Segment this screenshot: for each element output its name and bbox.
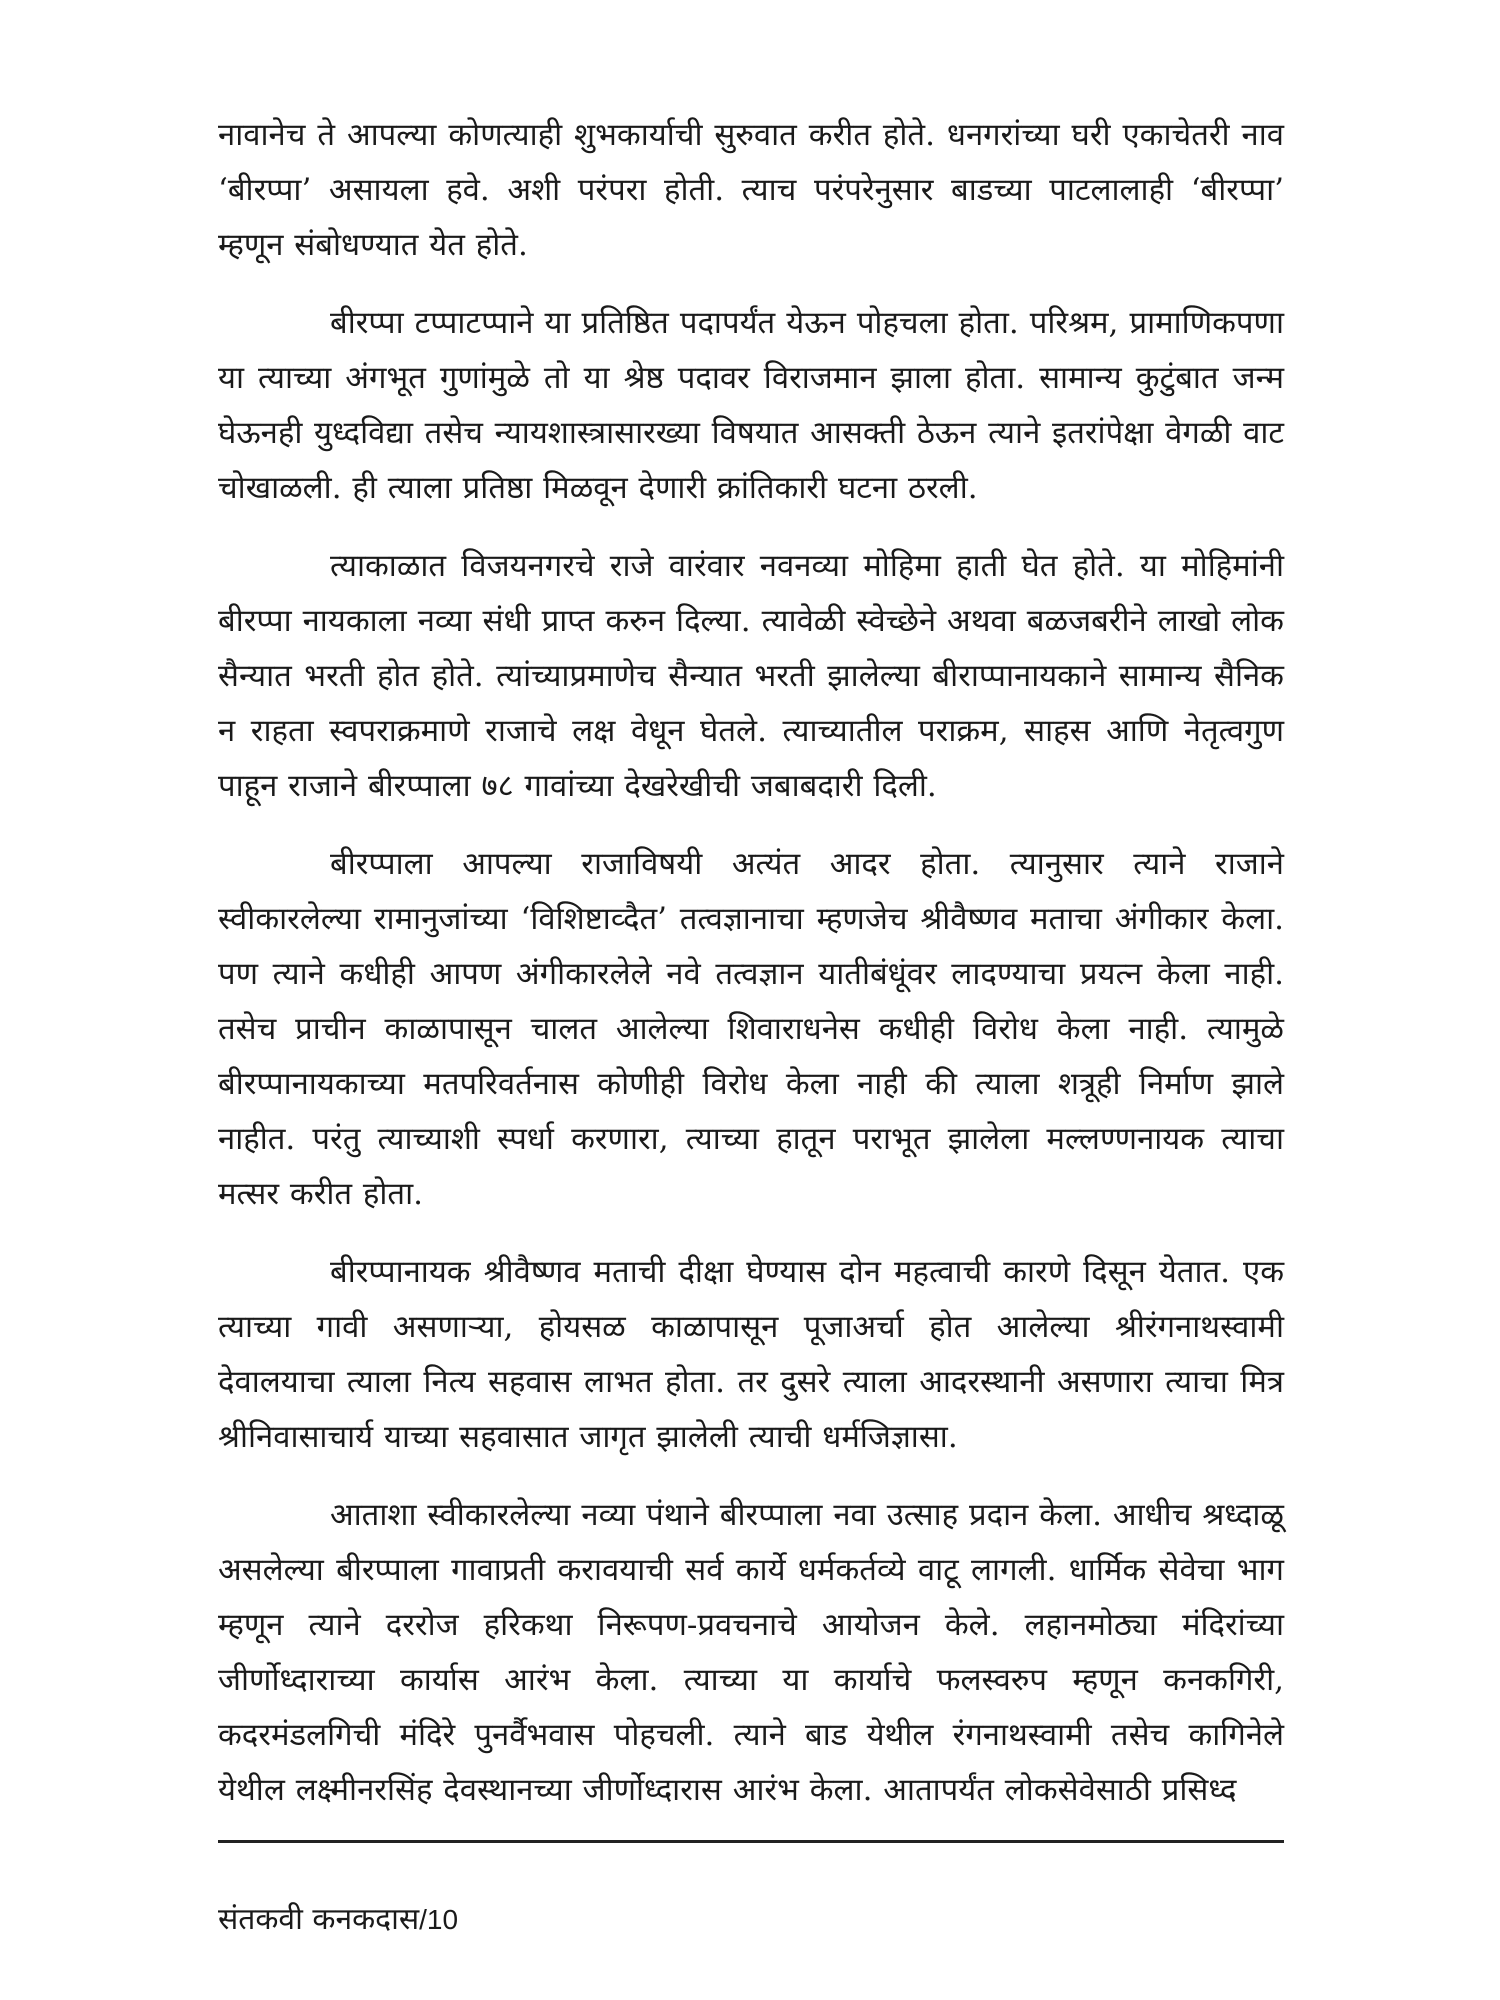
footer-book-title: संतकवी कनकदास — [218, 1902, 420, 1937]
page-footer — [218, 1900, 458, 1940]
footer-divider — [218, 1840, 1284, 1843]
page-body — [218, 108, 1284, 1841]
footer-page-number: /10 — [419, 1904, 459, 1935]
paragraph-5: बीरप्पानायक श्रीवैष्णव मताची दीक्षा घेण्यास दोन महत्वाची कारणे दिसून येतात. एक त्याच्या गावी असणाऱ्या, होयसळ काळापासून पूजाअर्चा होत आलेल्या श्रीरंगनाथस्वामी देवालयाचा त्याला नित्य सहवास लाभत होता. तर दुसरे त्याला आदरस्थानी असणारा त्याचा मित्र श्रीनिवासाचार्य याच्या सहवासात जागृत झालेली त्याची धर्मजिज्ञासा. — [218, 1254, 1284, 1455]
paragraph-6: आताशा स्वीकारलेल्या नव्या पंथाने बीरप्पाला नवा उत्साह प्रदान केला. आधीच श्रध्दाळू असलेल्या बीरप्पाला गावाप्रती करावयाची सर्व कार्ये धर्मकर्तव्ये वाटू लागली. धार्मिक सेवेचा भाग म्हणून त्याने दररोज हरिकथा निरूपण-प्रवचनाचे आयोजन केले. लहानमोठ्या मंदिरांच्या जीर्णोध्दाराच्या कार्यास आरंभ केला. त्याच्या या कार्याचे फलस्वरुप म्हणून कनकगिरी, कदरमंडलगिची मंदिरे पुनर्वैभवास पोहचली. त्याने बाड येथील रंगनाथस्वामी तसेच कागिनेले येथील लक्ष्मीनरसिंह देवस्थानच्या जीर्णोध्दारास आरंभ केला. आतापर्यंत लोकसेवेसाठी प्रसिध्द — [218, 1497, 1284, 1808]
paragraph-4: बीरप्पाला आपल्या राजाविषयी अत्यंत आदर होता. त्यानुसार त्याने राजाने स्वीकारलेल्या रामानुजांच्या ‘विशिष्टाव्दैत’ तत्वज्ञानाचा म्हणजेच श्रीवैष्णव मताचा अंगीकार केला. पण त्याने कधीही आपण अंगीकारलेले नवे तत्वज्ञान यातीबंधूंवर लादण्याचा प्रयत्न केला नाही. तसेच प्राचीन काळापासून चालत आलेल्या शिवाराधनेस कधीही विरोध केला नाही. त्यामुळे बीरप्पानायकाच्या मतपरिवर्तनास कोणीही विरोध केला नाही की त्याला शत्रूही निर्माण झाले नाहीत. परंतु त्याच्याशी स्पर्धा करणारा, त्याच्या हातून पराभूत झालेला मल्लण्णनायक त्याचा मत्सर करीत होता. — [218, 846, 1284, 1212]
paragraph-1: नावानेच ते आपल्या कोणत्याही शुभकार्याची सुरुवात करीत होते. धनगरांच्या घरी एकाचेतरी नाव ‘बीरप्पा’ असायला हवे. अशी परंपरा होती. त्याच परंपरेनुसार बाडच्या पाटलालाही ‘बीरप्पा’ म्हणून संबोधण्यात येत होते. — [218, 117, 1284, 263]
paragraph-3: त्याकाळात विजयनगरचे राजे वारंवार नवनव्या मोहिमा हाती घेत होते. या मोहिमांनी बीरप्पा नायकाला नव्या संधी प्राप्त करुन दिल्या. त्यावेळी स्वेच्छेने अथवा बळजबरीने लाखो लोक सैन्यात भरती होत होते. त्यांच्याप्रमाणेच सैन्यात भरती झालेल्या बीराप्पानायकाने सामान्य सैनिक न राहता स्वपराक्रमाणे राजाचे लक्ष वेधून घेतले. त्याच्यातील पराक्रम, साहस आणि नेतृत्वगुण पाहून राजाने बीरप्पाला ७८ गावांच्या देखरेखीची जबाबदारी दिली. — [218, 548, 1284, 804]
paragraph-2: बीरप्पा टप्पाटप्पाने या प्रतिष्ठित पदापर्यंत येऊन पोहचला होता. परिश्रम, प्रामाणिकपणा या त्याच्या अंगभूत गुणांमुळे तो या श्रेष्ठ पदावर विराजमान झाला होता. सामान्य कुटुंबात जन्म घेऊनही युध्दविद्या तसेच न्यायशास्त्रासारख्या विषयात आसक्ती ठेऊन त्याने इतरांपेक्षा वेगळी वाट चोखाळली. ही त्याला प्रतिष्ठा मिळवून देणारी क्रांतिकारी घटना ठरली. — [218, 305, 1284, 506]
